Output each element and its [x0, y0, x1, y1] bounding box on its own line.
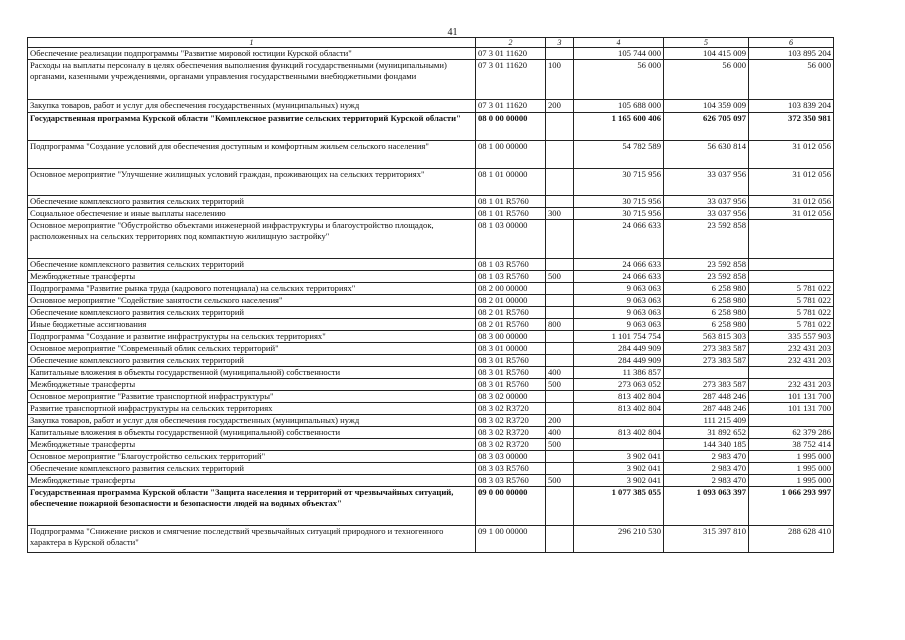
row-name-cell: Подпрограмма "Создание условий для обеспечения доступным и комфортным жильем сельского населения" — [28, 141, 476, 169]
row-code-cell: 08 1 00 00000 — [476, 141, 546, 169]
row-type-cell: 500 — [546, 439, 574, 451]
row-value-cell: 5 781 022 — [749, 307, 834, 319]
row-value-cell: 38 752 414 — [749, 439, 834, 451]
row-value-cell: 287 448 246 — [664, 391, 749, 403]
table-row — [28, 403, 834, 415]
row-value-cell: 105 744 000 — [574, 48, 664, 60]
row-name-cell: Межбюджетные трансферты — [28, 379, 476, 391]
budget-table — [27, 37, 834, 553]
row-type-cell: 200 — [546, 100, 574, 113]
row-value-cell: 24 066 633 — [574, 220, 664, 259]
table-row — [28, 60, 834, 100]
row-name-cell: Закупка товаров, работ и услуг для обеспечения государственных (муниципальных) нужд — [28, 100, 476, 113]
row-value-cell: 24 066 633 — [574, 271, 664, 283]
row-type-cell — [546, 331, 574, 343]
row-value-cell: 626 705 097 — [664, 113, 749, 141]
row-value-cell: 23 592 858 — [664, 259, 749, 271]
table-row — [28, 100, 834, 113]
header-cell: 4 — [574, 38, 664, 48]
row-code-cell: 08 1 01 R5760 — [476, 196, 546, 208]
row-code-cell: 08 3 01 00000 — [476, 343, 546, 355]
row-value-cell: 54 782 589 — [574, 141, 664, 169]
row-name-cell: Государственная программа Курской области "Комплексное развитие сельских территорий Курской области" — [28, 113, 476, 141]
row-type-cell — [546, 283, 574, 295]
row-code-cell: 08 1 01 00000 — [476, 169, 546, 196]
row-type-cell — [546, 355, 574, 367]
row-name-cell: Основное мероприятие "Благоустройство сельских территорий" — [28, 451, 476, 463]
row-value-cell: 56 000 — [749, 60, 834, 100]
row-value-cell: 56 000 — [574, 60, 664, 100]
table-row — [28, 355, 834, 367]
row-name-cell: Основное мероприятие "Содействие занятости сельского населения" — [28, 295, 476, 307]
row-value-cell: 232 431 203 — [749, 355, 834, 367]
row-value-cell: 284 449 909 — [574, 343, 664, 355]
row-value-cell: 813 402 804 — [574, 403, 664, 415]
row-type-cell — [546, 169, 574, 196]
row-value-cell: 56 000 — [664, 60, 749, 100]
row-value-cell: 33 037 956 — [664, 196, 749, 208]
row-value-cell: 273 383 587 — [664, 343, 749, 355]
table-row — [28, 367, 834, 379]
table-row — [28, 391, 834, 403]
row-type-cell: 300 — [546, 208, 574, 220]
row-code-cell: 08 3 01 R5760 — [476, 355, 546, 367]
row-name-cell: Государственная программа Курской области "Защита населения и территорий от чрезвычайных ситуаций, обеспечение пожарной безопасности и безопасности людей на водных объектах" — [28, 487, 476, 526]
row-value-cell: 144 340 185 — [664, 439, 749, 451]
row-value-cell — [749, 271, 834, 283]
row-name-cell: Социальное обеспечение и иные выплаты населению — [28, 208, 476, 220]
row-code-cell: 08 2 01 00000 — [476, 295, 546, 307]
row-type-cell — [546, 113, 574, 141]
row-name-cell: Межбюджетные трансферты — [28, 271, 476, 283]
row-type-cell — [546, 343, 574, 355]
table-row — [28, 141, 834, 169]
row-value-cell: 1 165 600 406 — [574, 113, 664, 141]
row-name-cell: Обеспечение реализации подпрограммы "Развитие мировой юстиции Курской области" — [28, 48, 476, 60]
row-value-cell: 5 781 022 — [749, 283, 834, 295]
row-name-cell: Основное мероприятие "Развитие транспортной инфраструктуры" — [28, 391, 476, 403]
row-value-cell: 2 983 470 — [664, 451, 749, 463]
row-code-cell: 08 3 02 R3720 — [476, 403, 546, 415]
row-type-cell — [546, 526, 574, 553]
row-name-cell: Межбюджетные трансферты — [28, 475, 476, 487]
header-cell: 3 — [546, 38, 574, 48]
row-value-cell: 563 815 303 — [664, 331, 749, 343]
row-type-cell: 100 — [546, 60, 574, 100]
row-type-cell — [546, 259, 574, 271]
row-code-cell: 08 0 00 00000 — [476, 113, 546, 141]
row-value-cell: 3 902 041 — [574, 463, 664, 475]
row-type-cell: 800 — [546, 319, 574, 331]
row-code-cell: 08 3 00 00000 — [476, 331, 546, 343]
row-name-cell: Расходы на выплаты персоналу в целях обеспечения выполнения функций государственными (муниципальными) органами, казенными учреждениями, органами управления государственными внебюджетными фондами — [28, 60, 476, 100]
row-value-cell: 9 063 063 — [574, 295, 664, 307]
table-row — [28, 475, 834, 487]
row-name-cell: Подпрограмма "Снижение рисков и смягчение последствий чрезвычайных ситуаций природного и техногенного характера в Курской области" — [28, 526, 476, 553]
row-value-cell — [574, 415, 664, 427]
row-value-cell: 24 066 633 — [574, 259, 664, 271]
row-value-cell — [749, 415, 834, 427]
row-value-cell: 101 131 700 — [749, 391, 834, 403]
row-value-cell — [749, 259, 834, 271]
row-value-cell: 232 431 203 — [749, 343, 834, 355]
header-cell: 1 — [28, 38, 476, 48]
row-value-cell: 30 715 956 — [574, 169, 664, 196]
row-value-cell: 31 012 056 — [749, 169, 834, 196]
table-row — [28, 427, 834, 439]
row-value-cell: 3 902 041 — [574, 451, 664, 463]
table-row — [28, 379, 834, 391]
row-value-cell: 273 383 587 — [664, 379, 749, 391]
row-value-cell: 287 448 246 — [664, 403, 749, 415]
row-value-cell: 6 258 980 — [664, 283, 749, 295]
row-name-cell: Обеспечение комплексного развития сельских территорий — [28, 196, 476, 208]
row-value-cell: 5 781 022 — [749, 319, 834, 331]
row-type-cell — [546, 307, 574, 319]
table-row — [28, 295, 834, 307]
row-value-cell: 11 386 857 — [574, 367, 664, 379]
row-value-cell: 30 715 956 — [574, 208, 664, 220]
row-value-cell — [749, 367, 834, 379]
row-code-cell: 09 0 00 00000 — [476, 487, 546, 526]
header-row — [28, 38, 834, 48]
row-code-cell: 07 3 01 11620 — [476, 48, 546, 60]
row-value-cell: 103 839 204 — [749, 100, 834, 113]
row-value-cell — [664, 367, 749, 379]
row-code-cell: 07 3 01 11620 — [476, 100, 546, 113]
row-type-cell — [546, 220, 574, 259]
row-value-cell: 1 093 063 397 — [664, 487, 749, 526]
row-type-cell — [546, 196, 574, 208]
row-code-cell: 08 3 01 R5760 — [476, 367, 546, 379]
row-type-cell — [546, 48, 574, 60]
table-row — [28, 463, 834, 475]
row-code-cell: 08 3 02 00000 — [476, 391, 546, 403]
row-value-cell: 273 063 052 — [574, 379, 664, 391]
row-type-cell: 500 — [546, 379, 574, 391]
row-value-cell: 104 359 009 — [664, 100, 749, 113]
row-value-cell: 31 012 056 — [749, 208, 834, 220]
row-value-cell: 232 431 203 — [749, 379, 834, 391]
row-code-cell: 07 3 01 11620 — [476, 60, 546, 100]
row-value-cell: 31 012 056 — [749, 196, 834, 208]
row-value-cell: 103 895 204 — [749, 48, 834, 60]
row-code-cell: 09 1 00 00000 — [476, 526, 546, 553]
table-row — [28, 343, 834, 355]
row-value-cell: 813 402 804 — [574, 391, 664, 403]
row-type-cell: 200 — [546, 415, 574, 427]
row-value-cell: 105 688 000 — [574, 100, 664, 113]
table-row — [28, 220, 834, 259]
row-value-cell — [749, 220, 834, 259]
row-name-cell: Межбюджетные трансферты — [28, 439, 476, 451]
page-number: 41 — [447, 27, 458, 38]
row-type-cell — [546, 295, 574, 307]
row-type-cell — [546, 403, 574, 415]
row-value-cell: 31 892 652 — [664, 427, 749, 439]
row-code-cell: 08 1 03 00000 — [476, 220, 546, 259]
row-name-cell: Основное мероприятие "Современный облик сельских территорий" — [28, 343, 476, 355]
row-value-cell: 56 630 814 — [664, 141, 749, 169]
row-type-cell — [546, 487, 574, 526]
header-cell: 2 — [476, 38, 546, 48]
row-value-cell: 31 012 056 — [749, 141, 834, 169]
row-value-cell: 9 063 063 — [574, 319, 664, 331]
row-name-cell: Подпрограмма "Создание и развитие инфраструктуры на сельских территориях" — [28, 331, 476, 343]
row-name-cell: Развитие транспортной инфраструктуры на сельских территориях — [28, 403, 476, 415]
table-row — [28, 307, 834, 319]
row-name-cell: Основное мероприятие "Улучшение жилищных условий граждан, проживающих на сельских территориях" — [28, 169, 476, 196]
row-type-cell — [546, 391, 574, 403]
table-row — [28, 526, 834, 553]
row-value-cell: 23 592 858 — [664, 271, 749, 283]
row-value-cell: 5 781 022 — [749, 295, 834, 307]
row-value-cell: 111 215 409 — [664, 415, 749, 427]
row-value-cell: 6 258 980 — [664, 307, 749, 319]
header-cell: 6 — [749, 38, 834, 48]
table-row — [28, 271, 834, 283]
row-value-cell: 273 383 587 — [664, 355, 749, 367]
row-code-cell: 08 2 01 R5760 — [476, 319, 546, 331]
table-row — [28, 331, 834, 343]
row-type-cell: 500 — [546, 271, 574, 283]
row-type-cell — [546, 141, 574, 169]
row-value-cell: 104 415 009 — [664, 48, 749, 60]
row-value-cell: 9 063 063 — [574, 283, 664, 295]
row-name-cell: Капитальные вложения в объекты государственной (муниципальной) собственности — [28, 427, 476, 439]
table-row — [28, 169, 834, 196]
row-name-cell: Иные бюджетные ассигнования — [28, 319, 476, 331]
row-type-cell — [546, 451, 574, 463]
table-row — [28, 48, 834, 60]
row-code-cell: 08 2 01 R5760 — [476, 307, 546, 319]
table-row — [28, 113, 834, 141]
row-value-cell: 372 350 981 — [749, 113, 834, 141]
row-name-cell: Основное мероприятие "Обустройство объектами инженерной инфраструктуры и благоустройство площадок, расположенных на сельских территориях под компактную жилищную застройку" — [28, 220, 476, 259]
row-value-cell: 284 449 909 — [574, 355, 664, 367]
row-code-cell: 08 3 03 R5760 — [476, 463, 546, 475]
row-value-cell: 9 063 063 — [574, 307, 664, 319]
row-code-cell: 08 3 02 R3720 — [476, 415, 546, 427]
row-code-cell: 08 1 03 R5760 — [476, 271, 546, 283]
table-row — [28, 283, 834, 295]
row-value-cell: 1 995 000 — [749, 463, 834, 475]
row-value-cell: 30 715 956 — [574, 196, 664, 208]
row-value-cell: 6 258 980 — [664, 319, 749, 331]
row-value-cell: 335 557 903 — [749, 331, 834, 343]
row-code-cell: 08 1 03 R5760 — [476, 259, 546, 271]
row-value-cell: 1 995 000 — [749, 451, 834, 463]
row-value-cell: 101 131 700 — [749, 403, 834, 415]
row-value-cell: 1 077 385 055 — [574, 487, 664, 526]
row-code-cell: 08 3 03 R5760 — [476, 475, 546, 487]
row-value-cell: 2 983 470 — [664, 463, 749, 475]
table-row — [28, 451, 834, 463]
header-cell: 5 — [664, 38, 749, 48]
row-name-cell: Обеспечение комплексного развития сельских территорий — [28, 259, 476, 271]
row-type-cell: 500 — [546, 475, 574, 487]
row-value-cell: 315 397 810 — [664, 526, 749, 553]
row-code-cell: 08 3 01 R5760 — [476, 379, 546, 391]
row-value-cell: 6 258 980 — [664, 295, 749, 307]
table-row — [28, 196, 834, 208]
row-value-cell: 1 101 754 754 — [574, 331, 664, 343]
row-value-cell: 2 983 470 — [664, 475, 749, 487]
row-value-cell: 23 592 858 — [664, 220, 749, 259]
row-name-cell: Обеспечение комплексного развития сельских территорий — [28, 307, 476, 319]
row-value-cell: 1 066 293 997 — [749, 487, 834, 526]
row-code-cell: 08 1 01 R5760 — [476, 208, 546, 220]
table-row — [28, 415, 834, 427]
row-name-cell: Обеспечение комплексного развития сельских территорий — [28, 355, 476, 367]
row-name-cell: Капитальные вложения в объекты государственной (муниципальной) собственности — [28, 367, 476, 379]
row-name-cell: Закупка товаров, работ и услуг для обеспечения государственных (муниципальных) нужд — [28, 415, 476, 427]
row-value-cell: 813 402 804 — [574, 427, 664, 439]
row-code-cell: 08 3 02 R3720 — [476, 439, 546, 451]
row-code-cell: 08 3 02 R3720 — [476, 427, 546, 439]
row-code-cell: 08 2 00 00000 — [476, 283, 546, 295]
row-value-cell — [574, 439, 664, 451]
row-value-cell: 3 902 041 — [574, 475, 664, 487]
table-row — [28, 319, 834, 331]
row-value-cell: 296 210 530 — [574, 526, 664, 553]
table-row — [28, 487, 834, 526]
table-row — [28, 259, 834, 271]
row-type-cell: 400 — [546, 367, 574, 379]
row-value-cell: 33 037 956 — [664, 169, 749, 196]
row-value-cell: 62 379 286 — [749, 427, 834, 439]
table-row — [28, 208, 834, 220]
row-name-cell: Обеспечение комплексного развития сельских территорий — [28, 463, 476, 475]
table-row — [28, 439, 834, 451]
row-type-cell — [546, 463, 574, 475]
row-type-cell: 400 — [546, 427, 574, 439]
row-code-cell: 08 3 03 00000 — [476, 451, 546, 463]
row-value-cell: 33 037 956 — [664, 208, 749, 220]
row-value-cell: 288 628 410 — [749, 526, 834, 553]
row-value-cell: 1 995 000 — [749, 475, 834, 487]
row-name-cell: Подпрограмма "Развитие рынка труда (кадрового потенциала) на сельских территориях" — [28, 283, 476, 295]
